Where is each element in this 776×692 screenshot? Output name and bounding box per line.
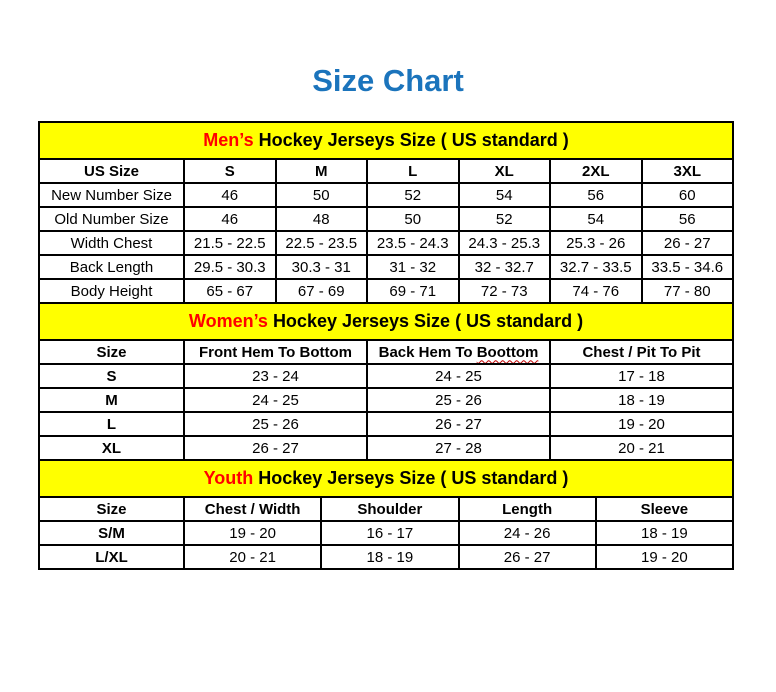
mens-data-row <box>39 207 733 231</box>
womens-banner-highlight: Women’s <box>188 311 268 331</box>
youth-banner-text: Hockey Jerseys Size ( US standard ) <box>258 468 569 488</box>
womens-col-header: Front Hem To Bottom <box>184 340 367 364</box>
womens-cell: 18 - 19 <box>550 388 733 412</box>
mens-cell: 56 <box>642 207 734 231</box>
womens-row-label: S <box>39 364 184 388</box>
mens-cell: 69 - 71 <box>367 279 459 303</box>
womens-col-header: Size <box>39 340 184 364</box>
womens-cell: 19 - 20 <box>550 412 733 436</box>
mens-cell: 52 <box>459 207 551 231</box>
mens-cell: 48 <box>276 207 368 231</box>
womens-cell: 26 - 27 <box>367 412 550 436</box>
womens-size-table <box>38 302 734 461</box>
youth-cell: 19 - 20 <box>184 521 321 545</box>
youth-header-row <box>39 497 733 521</box>
mens-row-label: Width Chest <box>39 231 184 255</box>
youth-cell: 24 - 26 <box>459 521 596 545</box>
womens-cell: 24 - 25 <box>184 388 367 412</box>
womens-row-label: L <box>39 412 184 436</box>
mens-cell: 25.3 - 26 <box>550 231 642 255</box>
mens-cell: 60 <box>642 183 734 207</box>
womens-data-row <box>39 436 733 460</box>
womens-header-row <box>39 340 733 364</box>
mens-col-header: M <box>276 159 368 183</box>
mens-row-label: Back Length <box>39 255 184 279</box>
mens-cell: 72 - 73 <box>459 279 551 303</box>
mens-col-header: US Size <box>39 159 184 183</box>
mens-col-header: 2XL <box>550 159 642 183</box>
mens-cell: 30.3 - 31 <box>276 255 368 279</box>
womens-cell: 23 - 24 <box>184 364 367 388</box>
youth-col-header: Chest / Width <box>184 497 321 521</box>
mens-row-label: Body Height <box>39 279 184 303</box>
womens-banner <box>39 303 733 340</box>
mens-cell: 54 <box>459 183 551 207</box>
mens-cell: 26 - 27 <box>642 231 734 255</box>
misspelled-word: Boottom <box>476 343 539 361</box>
mens-cell: 46 <box>184 207 276 231</box>
mens-row-label: New Number Size <box>39 183 184 207</box>
mens-header-row <box>39 159 733 183</box>
mens-col-header: S <box>184 159 276 183</box>
mens-cell: 54 <box>550 207 642 231</box>
mens-banner-highlight: Men’s <box>203 130 254 150</box>
youth-col-header: Sleeve <box>596 497 733 521</box>
womens-data-row <box>39 364 733 388</box>
mens-cell: 33.5 - 34.6 <box>642 255 734 279</box>
mens-data-row <box>39 231 733 255</box>
col-header-text: Back Hem To <box>378 343 473 361</box>
mens-cell: 29.5 - 30.3 <box>184 255 276 279</box>
youth-size-table <box>38 459 734 570</box>
womens-row-label: XL <box>39 436 184 460</box>
mens-size-table <box>38 121 734 304</box>
womens-banner-row <box>39 303 733 340</box>
mens-cell: 74 - 76 <box>550 279 642 303</box>
womens-row-label: M <box>39 388 184 412</box>
mens-data-row <box>39 279 733 303</box>
mens-row-label: Old Number Size <box>39 207 184 231</box>
mens-cell: 52 <box>367 183 459 207</box>
womens-cell: 24 - 25 <box>367 364 550 388</box>
youth-data-row <box>39 521 733 545</box>
mens-cell: 32.7 - 33.5 <box>550 255 642 279</box>
mens-cell: 67 - 69 <box>276 279 368 303</box>
mens-cell: 50 <box>276 183 368 207</box>
womens-cell: 25 - 26 <box>184 412 367 436</box>
mens-cell: 31 - 32 <box>367 255 459 279</box>
youth-col-header: Length <box>459 497 596 521</box>
youth-banner-highlight: Youth <box>203 468 254 488</box>
mens-cell: 32 - 32.7 <box>459 255 551 279</box>
youth-cell: 18 - 19 <box>596 521 733 545</box>
womens-col-header-back-hem <box>367 340 550 364</box>
mens-col-header: L <box>367 159 459 183</box>
mens-cell: 23.5 - 24.3 <box>367 231 459 255</box>
youth-col-header: Size <box>39 497 184 521</box>
youth-cell: 26 - 27 <box>459 545 596 569</box>
youth-cell: 18 - 19 <box>321 545 458 569</box>
mens-cell: 22.5 - 23.5 <box>276 231 368 255</box>
womens-cell: 27 - 28 <box>367 436 550 460</box>
mens-cell: 50 <box>367 207 459 231</box>
mens-cell: 65 - 67 <box>184 279 276 303</box>
youth-cell: 20 - 21 <box>184 545 321 569</box>
womens-cell: 17 - 18 <box>550 364 733 388</box>
mens-cell: 77 - 80 <box>642 279 734 303</box>
youth-data-row <box>39 545 733 569</box>
mens-banner-text: Hockey Jerseys Size ( US standard ) <box>258 130 569 150</box>
youth-banner-row <box>39 460 733 497</box>
mens-cell: 21.5 - 22.5 <box>184 231 276 255</box>
womens-banner-text: Hockey Jerseys Size ( US standard ) <box>272 311 584 331</box>
mens-data-row <box>39 183 733 207</box>
mens-cell: 24.3 - 25.3 <box>459 231 551 255</box>
womens-cell: 26 - 27 <box>184 436 367 460</box>
youth-cell: 16 - 17 <box>321 521 458 545</box>
mens-col-header: XL <box>459 159 551 183</box>
mens-col-header: 3XL <box>642 159 734 183</box>
mens-banner <box>39 122 733 159</box>
mens-banner-row <box>39 122 733 159</box>
mens-cell: 46 <box>184 183 276 207</box>
mens-data-row <box>39 255 733 279</box>
womens-data-row <box>39 412 733 436</box>
womens-cell: 25 - 26 <box>367 388 550 412</box>
youth-cell: 19 - 20 <box>596 545 733 569</box>
size-tables <box>38 121 738 570</box>
mens-cell: 56 <box>550 183 642 207</box>
womens-data-row <box>39 388 733 412</box>
womens-col-header: Chest / Pit To Pit <box>550 340 733 364</box>
youth-row-label: L/XL <box>39 545 184 569</box>
womens-cell: 20 - 21 <box>550 436 733 460</box>
youth-banner <box>39 460 733 497</box>
youth-row-label: S/M <box>39 521 184 545</box>
youth-col-header: Shoulder <box>321 497 458 521</box>
page-title: Size Chart <box>312 63 464 98</box>
